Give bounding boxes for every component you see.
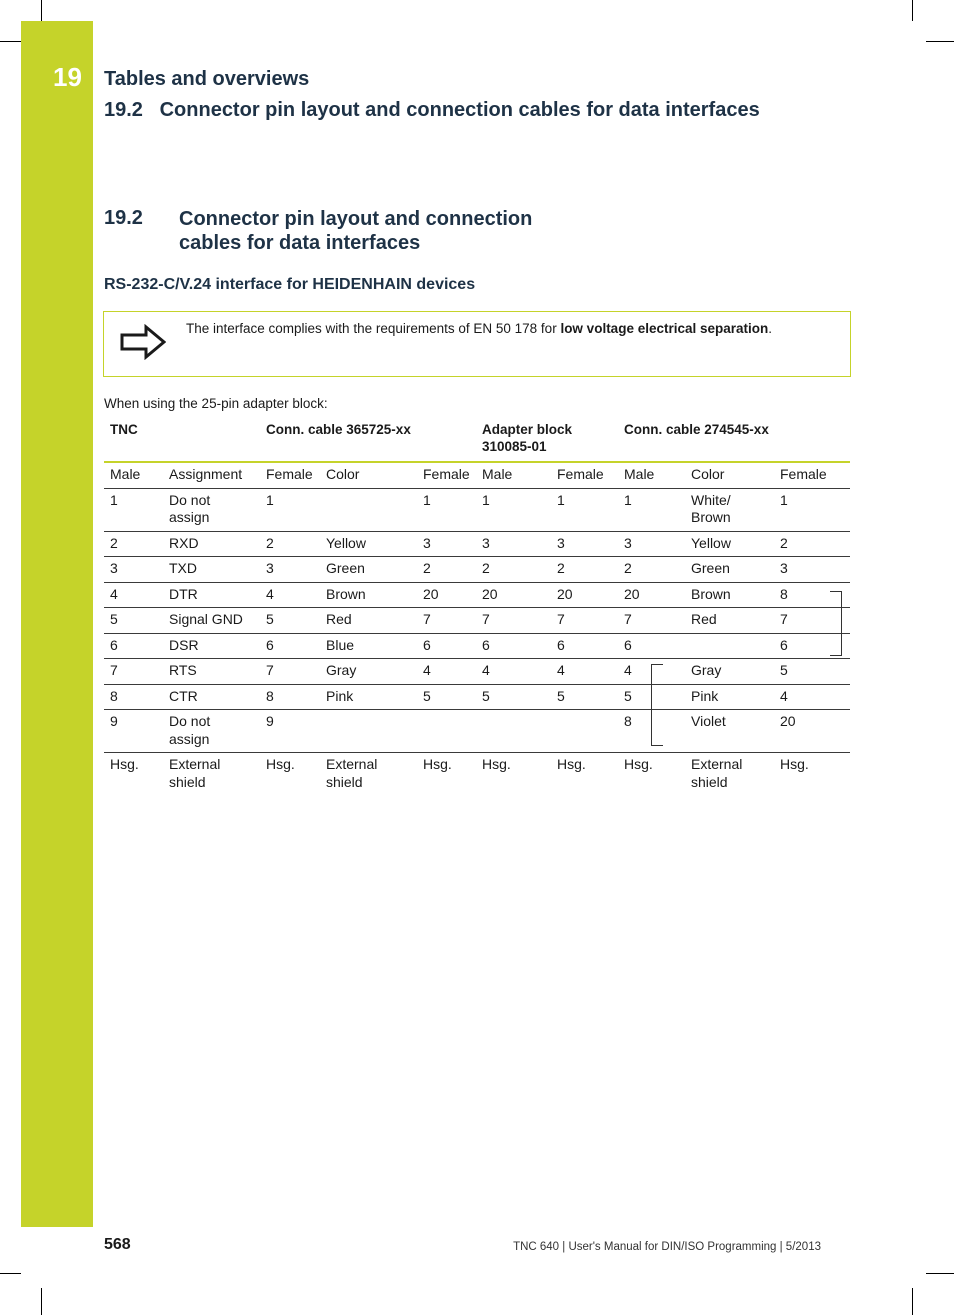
table-cell: 9 bbox=[104, 710, 163, 753]
table-cell: Blue bbox=[320, 633, 417, 659]
table-cell: Green bbox=[685, 557, 774, 583]
table-cell: 1 bbox=[774, 488, 850, 531]
column-header: Male bbox=[476, 462, 551, 488]
table-cell: 5 bbox=[417, 684, 476, 710]
table-cell: 6 bbox=[618, 633, 685, 659]
crop-mark bbox=[0, 41, 21, 42]
table-row bbox=[104, 710, 850, 753]
table-cell: Pink bbox=[320, 684, 417, 710]
table-cell: Brown bbox=[685, 582, 774, 608]
table-cell bbox=[320, 488, 417, 531]
group-header-cable-365725: Conn. cable 365725-xx bbox=[266, 422, 411, 437]
table-cell: Red bbox=[320, 608, 417, 634]
table-column-header bbox=[104, 462, 850, 488]
table-cell: 7 bbox=[774, 608, 850, 634]
table-cell: External shield bbox=[691, 756, 743, 790]
crop-mark bbox=[926, 41, 954, 42]
table-cell: 6 bbox=[476, 633, 551, 659]
table-cell: Hsg. bbox=[482, 756, 511, 772]
table-cell: 20 bbox=[476, 582, 551, 608]
table-cell: Hsg. bbox=[423, 756, 452, 772]
table-cell: Violet bbox=[685, 710, 774, 753]
table-cell: 2 bbox=[476, 557, 551, 583]
group-header-adapter-block: Adapter block 310085-01 bbox=[482, 422, 573, 454]
table-cell: 2 bbox=[774, 531, 850, 557]
table-cell: 3 bbox=[417, 531, 476, 557]
column-header: Female bbox=[774, 462, 850, 488]
table-cell: 20 bbox=[774, 710, 850, 753]
table-cell: 4 bbox=[551, 659, 618, 685]
table-cell: 1 bbox=[104, 488, 163, 531]
bridge-bracket-middle bbox=[651, 664, 663, 746]
table-cell: 5 bbox=[260, 608, 320, 634]
table-cell: 4 bbox=[774, 684, 850, 710]
table-cell: Yellow bbox=[685, 531, 774, 557]
table-cell: External shield bbox=[326, 756, 378, 790]
group-header-tnc: TNC bbox=[110, 422, 138, 437]
table-cell: TXD bbox=[163, 557, 260, 583]
table-cell: Brown bbox=[320, 582, 417, 608]
running-header-subtitle: 19.2 Connector pin layout and connection cables for data interfaces bbox=[104, 99, 760, 121]
table-cell bbox=[476, 710, 551, 753]
table-cell: 20 bbox=[618, 582, 685, 608]
table-cell: 4 bbox=[476, 659, 551, 685]
table-cell: Hsg. bbox=[110, 756, 139, 772]
table-cell: Hsg. bbox=[266, 756, 295, 772]
table-cell: 1 bbox=[417, 488, 476, 531]
table-cell: 5 bbox=[104, 608, 163, 634]
table-cell: 3 bbox=[260, 557, 320, 583]
table-cell: 7 bbox=[104, 659, 163, 685]
table-cell: 7 bbox=[260, 659, 320, 685]
table-cell: Gray bbox=[685, 659, 774, 685]
subsection-title: RS-232-C/V.24 interface for HEIDENHAIN devices bbox=[104, 276, 476, 293]
section-number: 19.2 bbox=[104, 207, 143, 229]
table-cell: 6 bbox=[417, 633, 476, 659]
footer-text: TNC 640 | User's Manual for DIN/ISO Programming | 5/2013 bbox=[513, 1241, 821, 1253]
crop-mark bbox=[41, 1288, 42, 1315]
table-cell: 7 bbox=[551, 608, 618, 634]
crop-mark bbox=[41, 0, 42, 21]
running-header-title: Tables and overviews bbox=[104, 68, 310, 90]
intro-text: When using the 25-pin adapter block: bbox=[104, 396, 328, 411]
table-cell: 5 bbox=[774, 659, 850, 685]
table-cell: 6 bbox=[104, 633, 163, 659]
table-cell: 1 bbox=[476, 488, 551, 531]
table-cell: 8 bbox=[618, 710, 685, 753]
table-cell: Red bbox=[685, 608, 774, 634]
table-cell bbox=[320, 710, 417, 753]
table-group-header bbox=[104, 417, 850, 462]
group-header-cable-274545: Conn. cable 274545-xx bbox=[624, 422, 769, 437]
crop-mark bbox=[912, 1288, 913, 1315]
note-box bbox=[103, 311, 851, 377]
table-cell: 20 bbox=[417, 582, 476, 608]
column-header: Male bbox=[618, 462, 685, 488]
table-cell: 4 bbox=[417, 659, 476, 685]
table-cell: Yellow bbox=[320, 531, 417, 557]
column-header: Male bbox=[104, 462, 163, 488]
column-header: Female bbox=[417, 462, 476, 488]
chapter-number: 19 bbox=[53, 62, 82, 92]
table-cell: 6 bbox=[551, 633, 618, 659]
column-header: Assignment bbox=[163, 462, 260, 488]
table-row bbox=[104, 659, 850, 685]
table-row bbox=[104, 531, 850, 557]
table-cell: External shield bbox=[169, 756, 221, 790]
table-cell bbox=[551, 710, 618, 753]
table-cell: Hsg. bbox=[557, 756, 586, 772]
table-cell bbox=[685, 633, 774, 659]
column-header: Color bbox=[320, 462, 417, 488]
table-row bbox=[104, 753, 850, 796]
table-cell: RXD bbox=[163, 531, 260, 557]
table-cell: DTR bbox=[163, 582, 260, 608]
table-cell: 3 bbox=[618, 531, 685, 557]
table-cell: 3 bbox=[476, 531, 551, 557]
pin-layout-table bbox=[104, 417, 850, 795]
table-cell: Hsg. bbox=[780, 756, 809, 772]
table-row bbox=[104, 608, 850, 634]
table-cell: 4 bbox=[104, 582, 163, 608]
table-cell: Signal GND bbox=[163, 608, 260, 634]
crop-mark bbox=[912, 0, 913, 21]
table-cell: White/ Brown bbox=[685, 488, 774, 531]
table-row bbox=[104, 557, 850, 583]
table-cell: RTS bbox=[163, 659, 260, 685]
table-cell: 1 bbox=[551, 488, 618, 531]
table-cell bbox=[417, 710, 476, 753]
arrow-right-icon bbox=[120, 324, 166, 360]
table-cell: Pink bbox=[685, 684, 774, 710]
note-text: The interface complies with the requirements of EN 50 178 for low voltage electrical separation. bbox=[186, 321, 773, 336]
table-cell: 3 bbox=[774, 557, 850, 583]
crop-mark bbox=[926, 1273, 954, 1274]
table-cell: Do not assign bbox=[163, 488, 260, 531]
table-cell: 4 bbox=[618, 659, 685, 685]
table-row bbox=[104, 582, 850, 608]
table-cell: 8 bbox=[774, 582, 850, 608]
table-cell: 3 bbox=[104, 557, 163, 583]
table-cell: 20 bbox=[551, 582, 618, 608]
table-row bbox=[104, 488, 850, 531]
bridge-bracket-right bbox=[830, 591, 842, 656]
table-cell: 2 bbox=[104, 531, 163, 557]
table-cell: 7 bbox=[417, 608, 476, 634]
table-cell: 2 bbox=[551, 557, 618, 583]
table-row bbox=[104, 684, 850, 710]
table-cell: Green bbox=[320, 557, 417, 583]
table-cell: 2 bbox=[260, 531, 320, 557]
table-row bbox=[104, 633, 850, 659]
chapter-sidebar bbox=[21, 21, 93, 1227]
crop-mark bbox=[0, 1273, 21, 1274]
table-cell: 2 bbox=[618, 557, 685, 583]
table-cell: 5 bbox=[476, 684, 551, 710]
section-title: Connector pin layout and connection cables for data interfaces bbox=[179, 208, 533, 254]
table-cell: 8 bbox=[260, 684, 320, 710]
table-body bbox=[104, 488, 850, 795]
table-cell: 1 bbox=[618, 488, 685, 531]
column-header: Female bbox=[260, 462, 320, 488]
table-cell: 6 bbox=[260, 633, 320, 659]
page-number: 568 bbox=[104, 1236, 131, 1253]
table-cell: 6 bbox=[774, 633, 850, 659]
table-cell: 5 bbox=[618, 684, 685, 710]
table-cell: 3 bbox=[551, 531, 618, 557]
table-cell: 9 bbox=[260, 710, 320, 753]
column-header: Color bbox=[685, 462, 774, 488]
table-cell: Hsg. bbox=[624, 756, 653, 772]
table-cell: 5 bbox=[551, 684, 618, 710]
table-cell: Do not assign bbox=[163, 710, 260, 753]
table-cell: DSR bbox=[163, 633, 260, 659]
table-cell: 7 bbox=[618, 608, 685, 634]
table-cell: 8 bbox=[104, 684, 163, 710]
table-cell: 4 bbox=[260, 582, 320, 608]
column-header: Female bbox=[551, 462, 618, 488]
table-cell: 7 bbox=[476, 608, 551, 634]
table-cell: 1 bbox=[260, 488, 320, 531]
table-cell: 2 bbox=[417, 557, 476, 583]
table-cell: CTR bbox=[163, 684, 260, 710]
table-cell: Gray bbox=[320, 659, 417, 685]
